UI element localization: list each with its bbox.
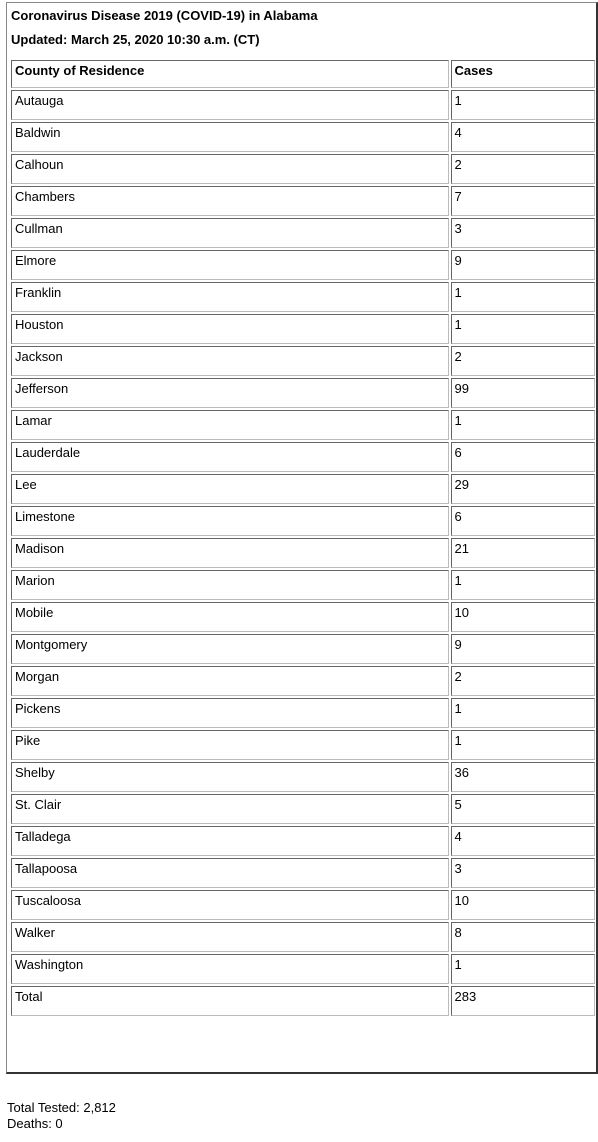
county-cell: Cullman: [11, 218, 449, 248]
table-row: [11, 250, 595, 280]
cases-cell: 3: [451, 858, 596, 888]
county-cell: Walker: [11, 922, 449, 952]
updated-timestamp: Updated: March 25, 2020 10:30 a.m. (CT): [11, 32, 260, 47]
table-row: [11, 474, 595, 504]
county-cell: Limestone: [11, 506, 449, 536]
cases-cell: 1: [451, 730, 596, 760]
county-cell: Chambers: [11, 186, 449, 216]
table-row: [11, 346, 595, 376]
table-row: [11, 410, 595, 440]
table-row: [11, 698, 595, 728]
county-cell: Elmore: [11, 250, 449, 280]
table-row: [11, 602, 595, 632]
county-cell: Montgomery: [11, 634, 449, 664]
table-row: [11, 282, 595, 312]
cases-cell: 1: [451, 314, 596, 344]
county-cell: Pickens: [11, 698, 449, 728]
table-row: [11, 122, 595, 152]
county-cell: Talladega: [11, 826, 449, 856]
cases-cell: 1: [451, 698, 596, 728]
cases-cell: 2: [451, 154, 596, 184]
county-cell: Lee: [11, 474, 449, 504]
cases-cell: 2: [451, 666, 596, 696]
table-row: [11, 570, 595, 600]
table-row: [11, 890, 595, 920]
header-cases: Cases: [451, 60, 596, 88]
table-row: [11, 634, 595, 664]
cases-cell: 21: [451, 538, 596, 568]
table-row: [11, 538, 595, 568]
header-county: County of Residence: [11, 60, 449, 88]
table-row: [11, 666, 595, 696]
county-cell: Jackson: [11, 346, 449, 376]
cases-cell: 6: [451, 442, 596, 472]
table-row: [11, 922, 595, 952]
table-row: [11, 378, 595, 408]
cases-cell: 1: [451, 282, 596, 312]
cases-cell: 7: [451, 186, 596, 216]
county-cell: Tallapoosa: [11, 858, 449, 888]
cases-cell: 1: [451, 954, 596, 984]
cases-cell: 3: [451, 218, 596, 248]
cases-cell: 10: [451, 602, 596, 632]
cases-cell: 36: [451, 762, 596, 792]
cases-cell: 29: [451, 474, 596, 504]
county-cases-table: [9, 58, 597, 1018]
county-cell: Jefferson: [11, 378, 449, 408]
covid-table-frame: [6, 2, 598, 1074]
cases-cell: 5: [451, 794, 596, 824]
county-cell: Marion: [11, 570, 449, 600]
cases-cell: 10: [451, 890, 596, 920]
cases-cell: 9: [451, 634, 596, 664]
table-row: [11, 826, 595, 856]
county-cell: St. Clair: [11, 794, 449, 824]
cases-cell: 1: [451, 570, 596, 600]
county-cell: Tuscaloosa: [11, 890, 449, 920]
county-cell: Total: [11, 986, 449, 1016]
table-row: [11, 314, 595, 344]
total-tested: Total Tested: 2,812: [7, 1100, 116, 1115]
table-row: [11, 858, 595, 888]
county-cell: Houston: [11, 314, 449, 344]
table-row: [11, 794, 595, 824]
cases-cell: 4: [451, 826, 596, 856]
county-cell: Madison: [11, 538, 449, 568]
cases-cell: 8: [451, 922, 596, 952]
page-title: Coronavirus Disease 2019 (COVID-19) in Alabama: [11, 8, 318, 23]
cases-cell: 6: [451, 506, 596, 536]
table-row: [11, 154, 595, 184]
summary-footer: [7, 1100, 116, 1132]
table-row: [11, 218, 595, 248]
table-row: [11, 730, 595, 760]
table-row: [11, 186, 595, 216]
table-row: [11, 90, 595, 120]
county-cell: Baldwin: [11, 122, 449, 152]
cases-cell: 9: [451, 250, 596, 280]
county-cell: Calhoun: [11, 154, 449, 184]
county-cell: Morgan: [11, 666, 449, 696]
table-header-row: [11, 60, 595, 88]
cases-cell: 4: [451, 122, 596, 152]
table-caption: [7, 3, 596, 58]
county-cell: Mobile: [11, 602, 449, 632]
deaths-count: Deaths: 0: [7, 1116, 63, 1131]
county-cell: Lamar: [11, 410, 449, 440]
table-row: [11, 506, 595, 536]
table-row: [11, 762, 595, 792]
cases-cell: 99: [451, 378, 596, 408]
cases-cell: 283: [451, 986, 596, 1016]
county-cell: Pike: [11, 730, 449, 760]
cases-cell: 2: [451, 346, 596, 376]
county-cell: Shelby: [11, 762, 449, 792]
county-cell: Franklin: [11, 282, 449, 312]
county-cell: Autauga: [11, 90, 449, 120]
county-cell: Lauderdale: [11, 442, 449, 472]
county-cell: Washington: [11, 954, 449, 984]
cases-cell: 1: [451, 90, 596, 120]
table-row: [11, 442, 595, 472]
table-row: [11, 954, 595, 984]
total-row: [11, 986, 595, 1016]
cases-cell: 1: [451, 410, 596, 440]
